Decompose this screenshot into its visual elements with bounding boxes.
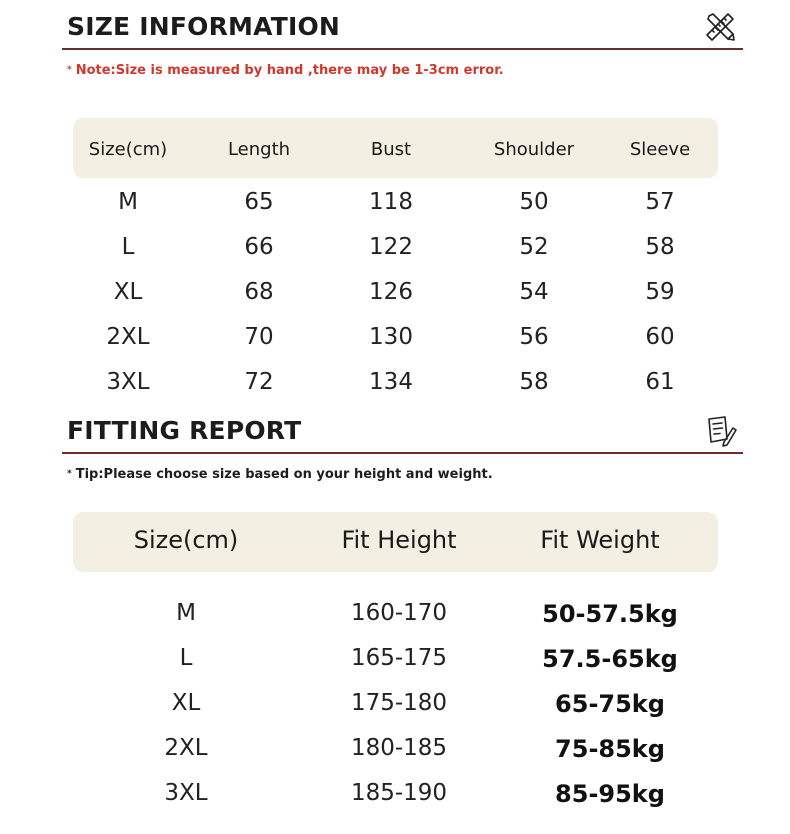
table-cell: 122: [369, 234, 413, 260]
table-cell: 56: [519, 324, 549, 350]
table-cell: 3XL: [164, 780, 208, 806]
note-marker: *: [67, 65, 72, 75]
table-cell: 2XL: [106, 324, 150, 350]
table-cell: 68: [244, 279, 274, 305]
size-info-divider: [62, 48, 743, 50]
fitting-report-note-text: Tip:Please choose size based on your height and weight.: [75, 467, 493, 482]
fitting-report-divider: [62, 452, 743, 454]
table-cell: M: [118, 189, 138, 215]
table-cell: 58: [645, 234, 675, 260]
table-cell: 50: [519, 189, 549, 215]
ruler-pencil-icon: [703, 10, 737, 44]
column-header: Fit Height: [341, 526, 457, 554]
table-cell: 60: [645, 324, 675, 350]
table-cell: 52: [519, 234, 549, 260]
column-header: Sleeve: [629, 139, 691, 160]
column-header: Length: [227, 139, 291, 160]
size-info-note: [67, 63, 504, 78]
table-cell: 180-185: [350, 735, 448, 761]
column-header: Fit Weight: [540, 526, 660, 554]
table-cell: 75-85kg: [555, 735, 665, 763]
table-cell: 165-175: [350, 645, 448, 671]
table-cell: L: [179, 645, 193, 671]
table-cell: 70: [244, 324, 274, 350]
table-cell: 134: [369, 369, 413, 395]
table-cell: 57: [645, 189, 675, 215]
table-cell: 65-75kg: [555, 690, 665, 718]
table-cell: 59: [645, 279, 675, 305]
column-header: Shoulder: [493, 139, 575, 160]
column-header: Size(cm): [133, 526, 239, 554]
table-cell: 160-170: [350, 600, 448, 626]
size-info-note-text: Note:Size is measured by hand ,there may be 1-3cm error.: [75, 63, 504, 78]
table-cell: 66: [244, 234, 274, 260]
table-cell: 175-180: [350, 690, 448, 716]
fitting-report-title: FITTING REPORT: [67, 416, 302, 445]
note-marker: *: [67, 469, 72, 479]
table-cell: M: [176, 600, 196, 626]
table-cell: 58: [519, 369, 549, 395]
table-cell: 85-95kg: [555, 780, 665, 808]
table-cell: L: [121, 234, 135, 260]
table-cell: 130: [369, 324, 413, 350]
table-cell: XL: [171, 690, 201, 716]
column-header: Bust: [370, 139, 412, 160]
table-cell: 126: [369, 279, 413, 305]
table-cell: 57.5-65kg: [542, 645, 678, 673]
table-cell: 2XL: [164, 735, 208, 761]
table-cell: 61: [645, 369, 675, 395]
table-cell: XL: [113, 279, 143, 305]
table-cell: 54: [519, 279, 549, 305]
table-cell: 118: [369, 189, 413, 215]
fitting-report-note: [67, 467, 493, 482]
size-info-title: SIZE INFORMATION: [67, 12, 341, 41]
report-pencil-icon: [703, 414, 737, 448]
table-cell: 3XL: [106, 369, 150, 395]
table-cell: 50-57.5kg: [542, 600, 678, 628]
table-cell: 65: [244, 189, 274, 215]
table-cell: 185-190: [350, 780, 448, 806]
column-header: Size(cm): [88, 139, 168, 160]
table-cell: 72: [244, 369, 274, 395]
